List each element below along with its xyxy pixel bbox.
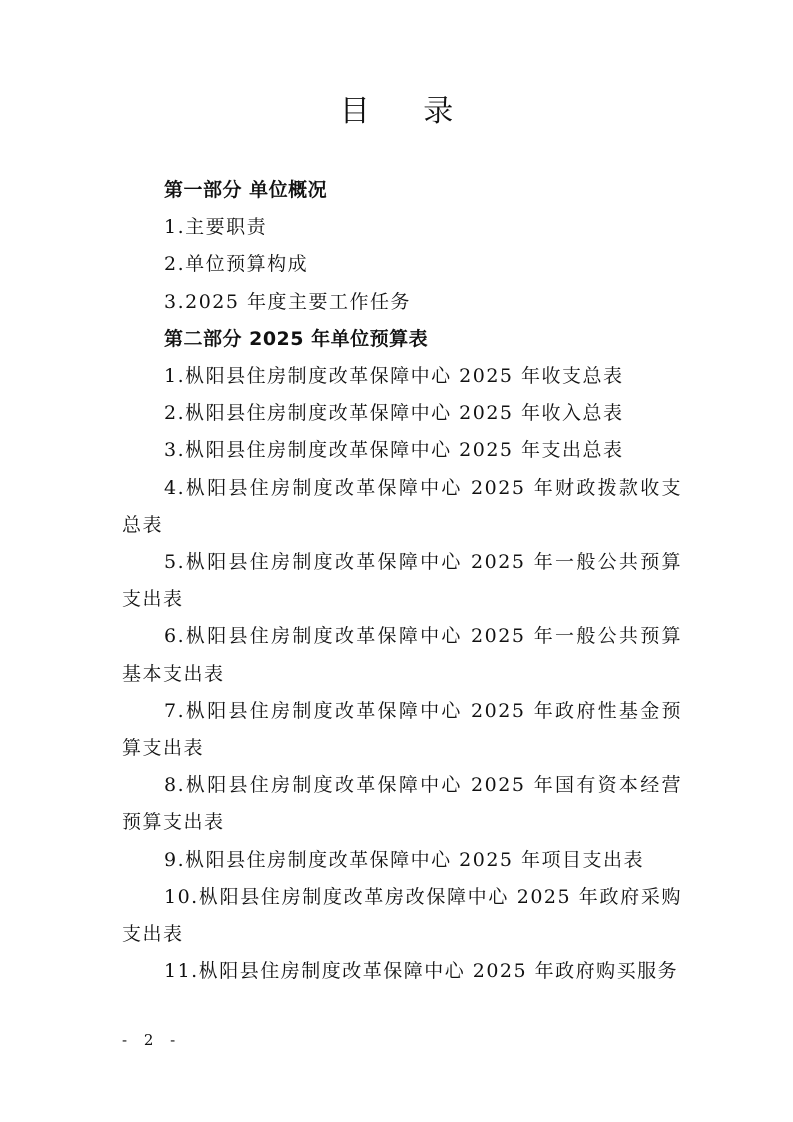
toc-item: 6.枞阳县住房制度改革保障中心 2025 年一般公共预算基本支出表 <box>122 625 682 685</box>
toc-item: 1.主要职责 <box>164 216 268 239</box>
toc-item: 3.枞阳县住房制度改革保障中心 2025 年支出总表 <box>164 439 624 462</box>
page-title: 目 录 <box>339 94 476 129</box>
page-number: - 2 - <box>122 1031 182 1049</box>
toc-item: 10.枞阳县住房制度改革房改保障中心 2025 年政府采购支出表 <box>122 885 682 946</box>
toc-item: 2.单位预算构成 <box>164 253 309 276</box>
toc-item: 2.枞阳县住房制度改革保障中心 2025 年收入总表 <box>164 402 624 425</box>
toc-item: 3.2025 年度主要工作任务 <box>164 290 412 313</box>
toc-item: 9.枞阳县住房制度改革保障中心 2025 年项目支出表 <box>164 848 645 871</box>
toc-item: 5.枞阳县住房制度改革保障中心 2025 年一般公共预算支出表 <box>122 551 682 611</box>
table-of-contents <box>122 172 682 990</box>
toc-item: 1.枞阳县住房制度改革保障中心 2025 年收支总表 <box>164 365 624 388</box>
toc-part-heading: 第二部分 2025 年单位预算表 <box>164 327 429 350</box>
toc-part-heading: 第一部分 单位概况 <box>164 179 328 201</box>
toc-item: 7.枞阳县住房制度改革保障中心 2025 年政府性基金预算支出表 <box>122 699 682 760</box>
toc-item: 11.枞阳县住房制度改革保障中心 2025 年政府购买服务 <box>164 960 679 983</box>
toc-item: 8.枞阳县住房制度改革保障中心 2025 年国有资本经营预算支出表 <box>122 774 682 834</box>
toc-item: 4.枞阳县住房制度改革保障中心 2025 年财政拨款收支总表 <box>122 476 682 536</box>
